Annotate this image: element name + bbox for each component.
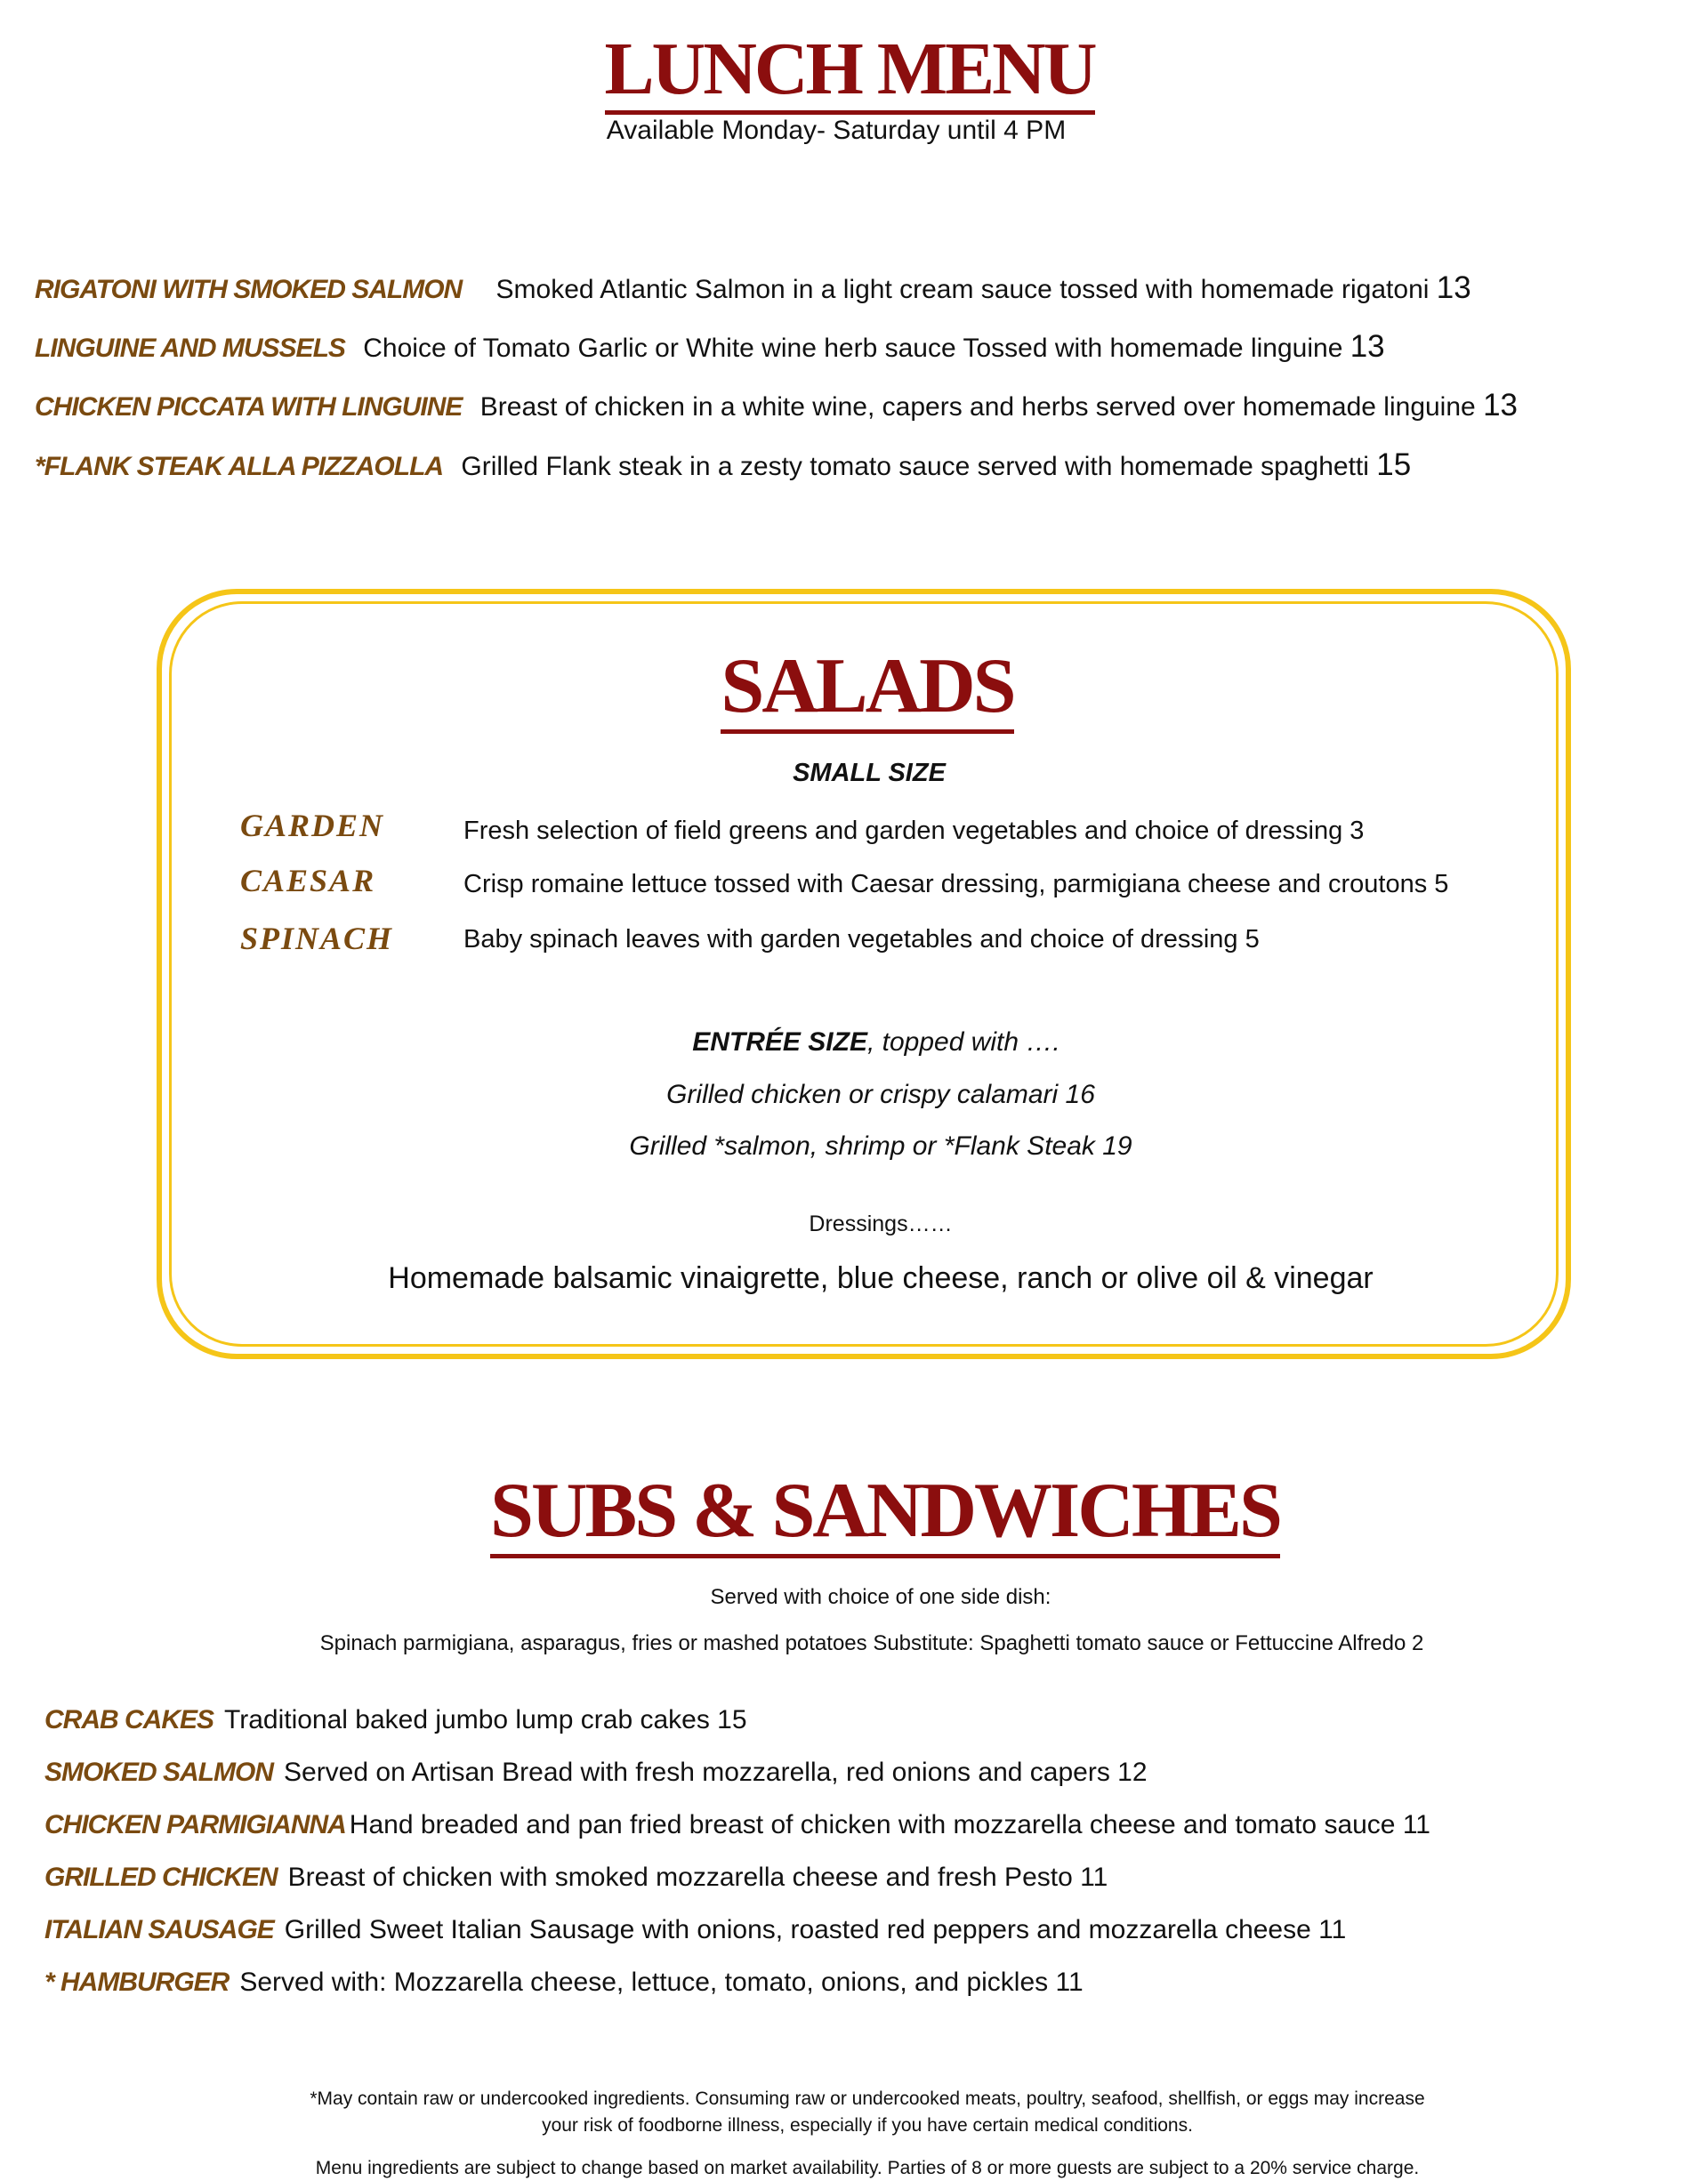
item-name: RIGATONI WITH SMOKED SALMON	[35, 275, 463, 304]
header	[0, 28, 1708, 115]
item-description: Breast of chicken with smoked mozzarella cheese and fresh Pesto 11	[287, 1863, 1108, 1892]
entree-size-line	[0, 1027, 1708, 1058]
menu-item	[35, 390, 1518, 423]
item-price: 13	[1483, 388, 1518, 423]
subs-title: SUBS & SANDWICHES	[490, 1472, 1280, 1558]
salads-title: SALADS	[721, 648, 1013, 734]
side-dishes: Spinach parmigiana, asparagus, fries or mashed potatoes Substitute: Spaghetti tomato sauce or Fettuccine Alfredo 2	[319, 1631, 1424, 1655]
item-description: Grilled Flank steak in a zesty tomato sauce served with homemade spaghetti	[461, 452, 1369, 481]
item-description: Traditional baked jumbo lump crab cakes 15	[224, 1705, 747, 1734]
availability-subtitle: Available Monday- Saturday until 4 PM	[606, 116, 1067, 145]
item-name: CRAB CAKES	[44, 1705, 214, 1734]
item-name: SMOKED SALMON	[44, 1758, 273, 1787]
item-name: *FLANK STEAK ALLA PIZZAOLLA	[35, 452, 444, 481]
entree-option: Grilled chicken or crispy calamari 16	[666, 1080, 1095, 1109]
sub-item	[44, 1914, 1346, 1946]
small-size-label: SMALL SIZE	[793, 759, 946, 787]
item-price: 13	[1349, 329, 1385, 364]
sub-item	[44, 1809, 1430, 1841]
item-description: Served with: Mozzarella cheese, lettuce, tomato, onions, and pickles 11	[239, 1968, 1084, 1997]
salad-description: Baby spinach leaves with garden vegetables and choice of dressing 5	[463, 925, 1260, 954]
item-name: * HAMBURGER	[44, 1968, 230, 1997]
menu-item	[35, 331, 1385, 365]
item-description: Served on Artisan Bread with fresh mozzarella, red onions and capers 12	[284, 1758, 1148, 1787]
sub-item	[44, 1757, 1148, 1789]
sub-item	[44, 1704, 747, 1736]
item-name: CHICKEN PICCATA WITH LINGUINE	[35, 392, 463, 422]
subs-header	[0, 1468, 1708, 1558]
menu-item	[35, 272, 1471, 306]
salad-name: CAESAR	[240, 863, 376, 898]
item-description: Choice of Tomato Garlic or White wine herb sauce Tossed with homemade linguine	[363, 334, 1343, 363]
item-name: LINGUINE AND MUSSELS	[35, 334, 345, 363]
item-description: Smoked Atlantic Salmon in a light cream sauce tossed with homemade rigatoni	[495, 275, 1430, 304]
menu-item	[35, 449, 1411, 483]
salad-name: SPINACH	[240, 921, 394, 956]
raw-food-warning-line2: your risk of foodborne illness, especially if you have certain medical conditions.	[542, 2115, 1193, 2136]
raw-food-warning-line1: *May contain raw or undercooked ingredients. Consuming raw or undercooked meats, poultry, seafood, shellfish, or eggs may increase	[310, 2088, 1425, 2109]
item-description: Grilled Sweet Italian Sausage with onions, roasted red peppers and mozzarella cheese 11	[284, 1915, 1347, 1944]
salad-name: GARDEN	[240, 808, 385, 843]
page-title: LUNCH MENU	[605, 32, 1095, 115]
item-name: GRILLED CHICKEN	[44, 1863, 278, 1892]
dressings-list: Homemade balsamic vinaigrette, blue cheese, ranch or olive oil & vinegar	[388, 1261, 1374, 1295]
item-description: Breast of chicken in a white wine, capers and herbs served over homemade linguine	[479, 392, 1476, 422]
sub-item	[44, 1862, 1108, 1894]
availability-notice: Menu ingredients are subject to change based on market availability. Parties of 8 or more guests are subject to a 20% service charge.	[315, 2158, 1420, 2178]
salads-header	[0, 643, 1708, 734]
salad-description: Crisp romaine lettuce tossed with Caesar dressing, parmigiana cheese and croutons 5	[463, 870, 1449, 898]
dressings-label: Dressings……	[809, 1211, 953, 1236]
entree-size-suffix: , topped with ….	[866, 1027, 1060, 1057]
item-name: ITALIAN SAUSAGE	[44, 1915, 274, 1944]
item-price: 13	[1436, 270, 1471, 305]
salad-description: Fresh selection of field greens and garden vegetables and choice of dressing 3	[463, 817, 1365, 845]
item-description: Hand breaded and pan fried breast of chicken with mozzarella cheese and tomato sauce 11	[349, 1810, 1430, 1839]
served-with: Served with choice of one side dish:	[710, 1585, 1051, 1609]
item-name: CHICKEN PARMIGIANNA	[44, 1810, 346, 1839]
entree-option: Grilled *salmon, shrimp or *Flank Steak 19	[629, 1131, 1132, 1161]
sub-item	[44, 1967, 1084, 1999]
entree-size-label: ENTRÉE SIZE	[692, 1027, 867, 1057]
item-price: 15	[1376, 447, 1412, 482]
